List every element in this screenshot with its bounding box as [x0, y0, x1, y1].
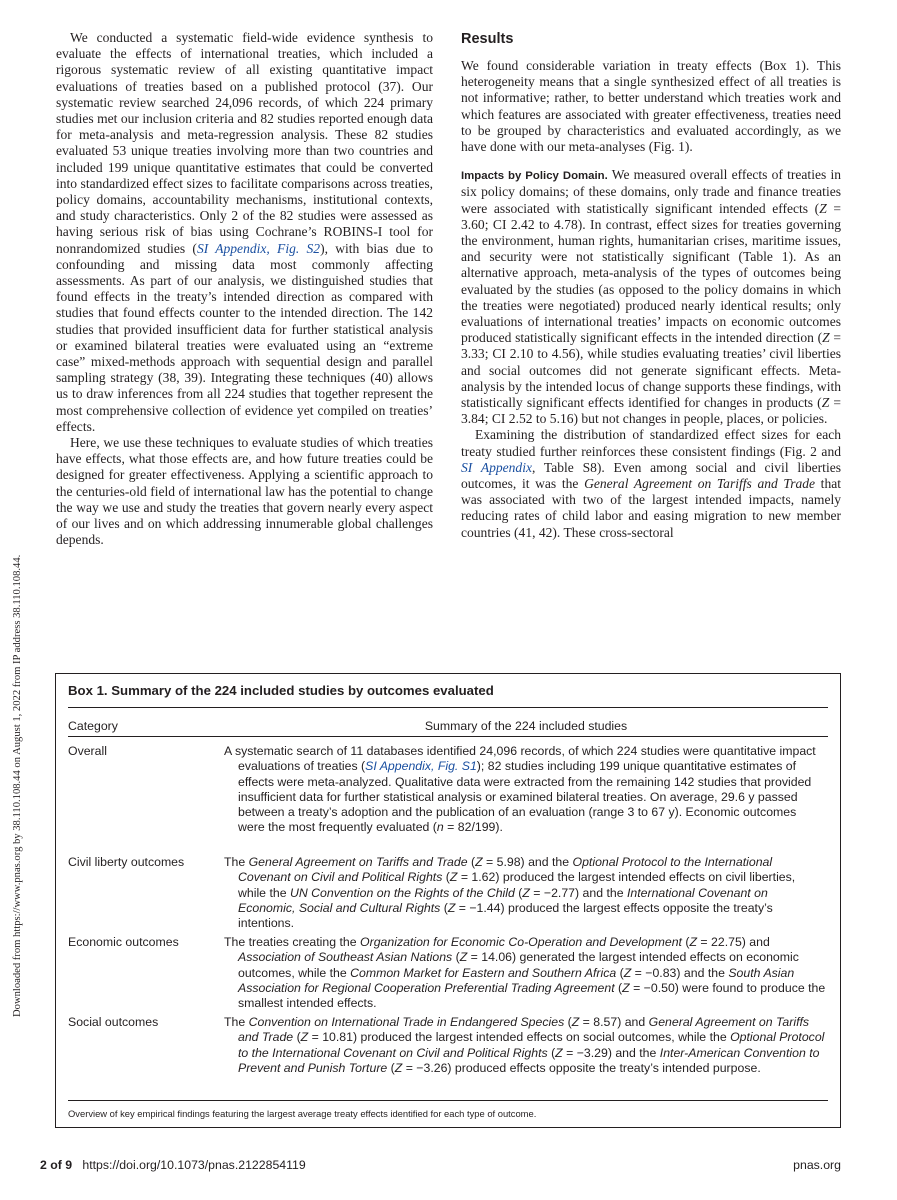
si-appendix-link[interactable]: SI Appendix, Fig. S2 — [196, 240, 321, 256]
results-heading: Results — [461, 31, 514, 47]
right-column — [461, 30, 841, 541]
summary-overall: A systematic search of 11 databases identified 24,096 records, of which 224 studies were quantitative impact evaluations of treaties (SI Appendix, Fig. S1); 82 studies including 199 unique quantitative estimates of effects were meta-analyzed. Qualitative data were extracted from the remaining 142 studies that provided insufficient data for further statistical analysis or examined bilateral treaties. On average, 29.6 y passed between a treaty’s adoption and the publication of an evaluation (range 3 to 67 y). Economic outcomes were the most frequently evaluated (n = 82/199). — [224, 744, 816, 835]
doi-link[interactable]: https://doi.org/10.1073/pnas.2122854119 — [82, 1158, 306, 1172]
summary-civil-liberty: The General Agreement on Tariffs and Trade (Z = 5.98) and the Optional Protocol to the International Covenant on Civil and Political Rights (Z = 1.62) produced the largest intended effects on civil liberties, while the UN Convention on the Rights of the Child (Z = −2.77) and the International Covenant on Economic, Social and Cultural Rights (Z = −1.44) produced the largest effects opposite the treaty’s intentions. — [224, 855, 796, 931]
si-appendix-link-box[interactable]: SI Appendix, Fig. S1 — [365, 759, 477, 774]
category-civil-liberty: Civil liberty outcomes — [68, 855, 185, 869]
page-footer-left — [40, 1158, 306, 1172]
header-rule — [68, 736, 828, 737]
policy-domain-subheading: Impacts by Policy Domain. — [461, 170, 608, 183]
site-link[interactable]: pnas.org — [793, 1158, 841, 1172]
page-number: 2 of 9 — [40, 1158, 73, 1172]
left-column — [56, 30, 433, 549]
results-paragraph-1: We found considerable variation in treaty effects (Box 1). This heterogeneity means that a single synthesized effect of all treaties is not informative; rather, to better understand which treaties work and which features are associated with greater effectiveness, treaties need to be grouped by characteristics and evaluated accordingly, as we have done with our meta-analyses (Fig. 1). — [461, 58, 841, 155]
box-footnote: Overview of key empirical findings featuring the largest average treaty effects identified for each type of outcome. — [68, 1108, 537, 1119]
box-title: Box 1. Summary of the 224 included studies by outcomes evaluated — [68, 683, 494, 698]
policy-domain-paragraph: Impacts by Policy Domain. We measured overall effects of treaties in six policy domains; of these domains, only trade and finance treaties were associated with statistically significant intended effects (Z = 3.60; CI 2.42 to 4.78). In contrast, effect sizes for treaties governing the environment, human rights, humanitarian crises, maritime issues, and security were not statistically significant (Table 1). As an alternative approach, meta-analysis of the types of outcomes being evaluated by the studies (as opposed to the policy domains in which the treaties were negotiated) produced nearly identical results; only evaluations of international treaties’ impacts on economic outcomes produced statistically significant effects in the intended direction (Z = 3.33; CI 2.10 to 4.56), while studies evaluating treaties’ civil liberties and social outcomes did not generate significant effects. Meta-analysis by the intended locus of change supports these findings, with statistically significant effects identified for changes in products (Z = 3.84; CI 2.52 to 5.16) but not changes in people, places, or policies. — [461, 167, 842, 427]
si-appendix-link-2[interactable]: SI Appendix — [461, 459, 532, 475]
column-header-summary: Summary of the 224 included studies — [424, 719, 628, 733]
box-1 — [55, 673, 841, 1128]
column-header-category: Category — [68, 719, 118, 733]
left-paragraph-2: Here, we use these techniques to evaluate studies of which treaties have effects, what those effects are, and how future treaties could be designed for greater effectiveness. Applying a scientific approach to the centuries-old field of international law has the potential to change the way we use and study the treaties that govern nearly every aspect of our lives and on which addressing innumerable global challenges depends. — [56, 435, 433, 548]
summary-social: The Convention on International Trade in Endangered Species (Z = 8.57) and General Agreement on Tariffs and Trade (Z = 10.81) produced the largest intended effects on social outcomes, while the Optional Protocol to the International Covenant on Civil and Political Rights (Z = −3.29) and the Inter-American Convention to Prevent and Punish Torture (Z = −3.26) produced effects opposite the treaty’s intended purpose. — [224, 1015, 825, 1075]
category-social: Social outcomes — [68, 1015, 159, 1029]
category-overall: Overall — [68, 744, 107, 758]
box-bottom-rule — [68, 1100, 828, 1101]
category-economic: Economic outcomes — [68, 935, 179, 949]
download-note: Downloaded from https://www.pnas.org by 38.110.108.44 on August 1, 2022 from IP address 38.110.108.44. — [12, 554, 23, 1017]
box-title-rule — [68, 707, 828, 708]
left-paragraph-1: We conducted a systematic field-wide evidence synthesis to evaluate the effects of international treaties, which included a rigorous systematic review of all existing quantitative impact evaluations of treaties based on a published protocol (37). Our systematic review searched 24,096 records, of which 224 primary studies met our inclusion criteria and 82 studies reported enough data for meta-analysis and meta-regression analysis. These 82 studies evaluated 53 unique treaties involving more than two countries and included 199 unique quantitative estimates that could be converted into standardized effect sizes to facilitate comparisons across treaties, policy domains, accountability mechanisms, institutional contexts, and study characteristics. Only 2 of the 82 studies were assessed as having serious risk of bias using Cochrane’s ROBINS-I tool for nonrandomized studies (SI Appendix, Fig. S2), with bias due to confounding and missing data most commonly affecting assessments. As part of our analysis, we distinguished studies that found effects in the treaty’s intended direction as compared with studies that found effects counter to the intended direction. The 142 studies that provided insufficient data for further statistical analysis or examined bilateral treaties were evaluated using an “extreme case” mixed-methods approach with sequential design and parallel sampling strategy (38, 39). Integrating these techniques (40) allows us to draw inferences from all 224 studies that together represent the most comprehensive collection of evidence yet compiled on treaties’ effects. — [56, 30, 434, 434]
results-paragraph-3: Examining the distribution of standardized effect sizes for each treaty studied further reinforces these consistent findings (Fig. 2 and SI Appendix, Table S8). Even among social and civil liberties outcomes, it was the General Agreement on Tariffs and Trade that was associated with two of the largest intended impacts, namely reducing rates of child labor and easing migration to new member countries (41, 42). These cross-sectoral — [461, 427, 841, 540]
summary-economic: The treaties creating the Organization for Economic Co-Operation and Development (Z = 22.75) and Association of Southeast Asian Nations (Z = 14.06) generated the largest intended effects on economic outcomes, while the Common Market for Eastern and Southern Africa (Z = −0.83) and the South Asian Association for Regional Cooperation Preferential Trading Agreement (Z = −0.50) were found to produce the smallest intended effects. — [224, 935, 826, 1011]
